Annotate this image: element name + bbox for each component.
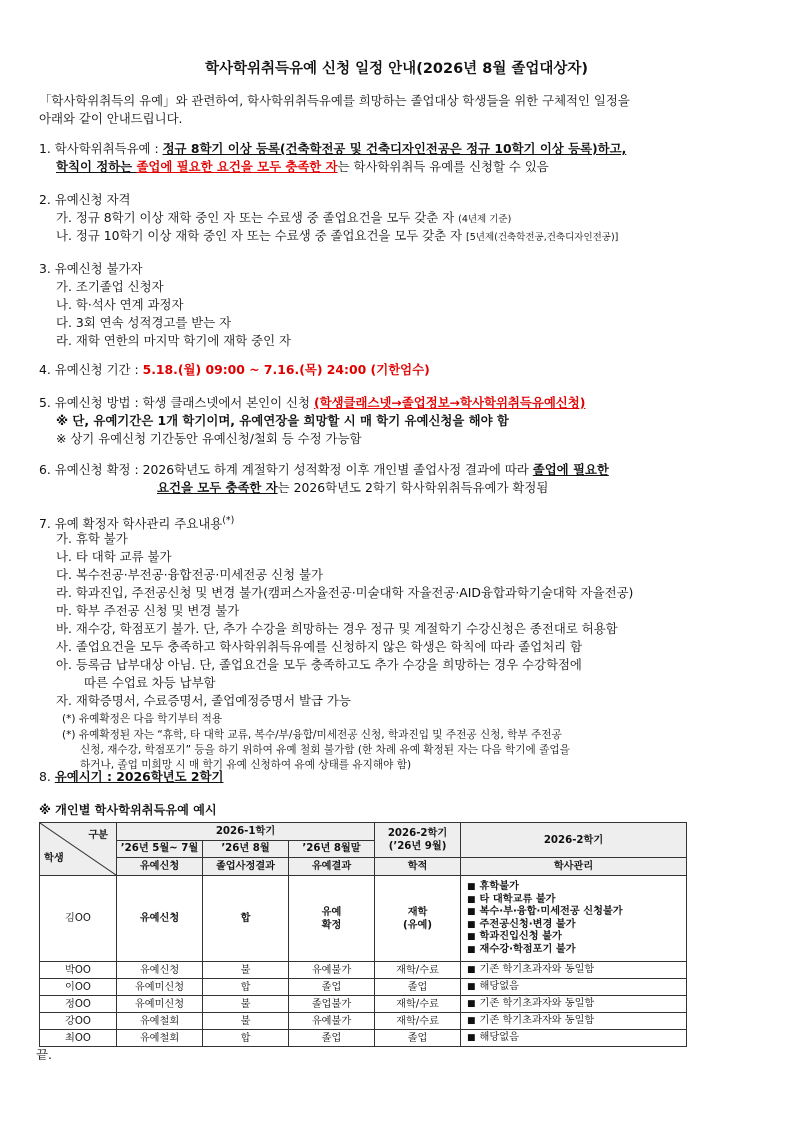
section-8 bbox=[39, 768, 224, 786]
bullet-icon: ■ bbox=[467, 982, 476, 992]
cell-apply: 유예철회 bbox=[117, 1030, 203, 1047]
header-term-2-mgmt: 2026-2학기 bbox=[461, 823, 687, 858]
section-7-item: 자. 재학증명서, 수료증명서, 졸업예정증명서 발급 가능 bbox=[56, 693, 351, 708]
cell-status: 재학/수료 bbox=[375, 996, 461, 1013]
cell-status: 재학/수료 bbox=[375, 1013, 461, 1030]
section-7-item: 마. 학부 주전공 신청 및 변경 불가 bbox=[56, 603, 240, 618]
cell-status-line-2: (유예) bbox=[403, 919, 433, 931]
section-6 bbox=[39, 461, 609, 479]
section-7-item: 아. 등록금 납부대상 아님. 단, 졸업요건을 모두 충족하고도 추가 수강을 희망하는 경우 수강학점에 bbox=[56, 657, 582, 672]
cell-management bbox=[461, 979, 687, 996]
cell-management-text: 해당없음 bbox=[479, 981, 519, 992]
cell-result: 불 bbox=[203, 962, 289, 979]
table-row bbox=[40, 1013, 687, 1030]
section-2-item-b bbox=[56, 227, 618, 247]
section-1-tail: 는 학사학위취득 유예를 신청할 수 있음 bbox=[337, 159, 549, 174]
section-8-text: 유예시기 : 2026학년도 2학기 bbox=[54, 769, 224, 784]
cell-name: 김OO bbox=[40, 876, 117, 962]
cell-management-text: 해당없음 bbox=[479, 1032, 519, 1043]
section-7-item: 가. 휴학 불가 bbox=[56, 531, 128, 546]
section-2-b-text: 나. 정규 10학기 이상 재학 중인 자 또는 수료생 중 졸업요건을 모두 갖춘 자 bbox=[56, 228, 463, 243]
example-heading: ※ 개인별 학사학위취득유예 예시 bbox=[39, 803, 217, 817]
table-row bbox=[40, 1030, 687, 1047]
cell-outcome: 유예불가 bbox=[289, 1013, 375, 1030]
cell-status: 졸업 bbox=[375, 1030, 461, 1047]
header-management: 학사관리 bbox=[461, 858, 687, 876]
cell-name: 강OO bbox=[40, 1013, 117, 1030]
section-1-bold-2: 학칙이 정하는 bbox=[56, 159, 137, 174]
cell-management bbox=[461, 1030, 687, 1047]
section-1-cont bbox=[56, 158, 549, 176]
table-corner-cell bbox=[40, 823, 117, 876]
cell-status: 졸업 bbox=[375, 979, 461, 996]
section-6-head: 6. 유예신청 확정 : 2026학년도 하계 계절학기 성적확정 이후 개인별 졸업사정 결과에 따라 bbox=[39, 462, 533, 477]
end-mark: 끝. bbox=[36, 1047, 52, 1062]
corner-bottom-label: 학생 bbox=[44, 853, 64, 864]
cell-outcome-line-1: 유예 bbox=[321, 906, 342, 918]
management-item bbox=[467, 931, 686, 944]
management-item-text: 재수강·학점포기 불가 bbox=[479, 943, 576, 955]
table-row bbox=[40, 962, 687, 979]
bullet-icon: ■ bbox=[467, 1033, 476, 1043]
cell-outcome: 졸업 bbox=[289, 979, 375, 996]
section-7-item: 라. 학과진입, 주전공신청 및 변경 불가(캠퍼스자율전공·미술대학 자율전공·AID융합과학기술대학 자율전공) bbox=[56, 585, 634, 600]
section-4-period: 5.18.(월) 09:00 ~ 7.16.(목) 24:00 (기한엄수) bbox=[142, 362, 430, 377]
cell-name: 정OO bbox=[40, 996, 117, 1013]
cell-name: 최OO bbox=[40, 1030, 117, 1047]
bullet-icon: ■ bbox=[467, 944, 476, 955]
cell-status: 재학/수료 bbox=[375, 962, 461, 979]
bullet-icon: ■ bbox=[467, 907, 476, 917]
header-term-2-status-text: 2026-2학기 bbox=[387, 828, 448, 840]
cell-status-line-1: 재학 bbox=[407, 906, 428, 918]
section-6-bold-1: 졸업에 필요한 bbox=[532, 462, 609, 477]
cell-management bbox=[461, 876, 687, 962]
section-1-bold-1: 정규 8학기 이상 등록(건축학전공 및 건축디자인전공은 정규 10학기 이상 등록)하고, bbox=[162, 141, 627, 156]
section-5-note-2: ※ 상기 유예신청 기간동안 유예신청/철회 등 수정 가능함 bbox=[56, 431, 362, 446]
section-7-item: 다. 복수전공·부전공·융합전공·미세전공 신청 불가 bbox=[56, 567, 323, 582]
management-item bbox=[467, 894, 686, 907]
bullet-icon: ■ bbox=[467, 932, 476, 942]
cell-outcome: 유예불가 bbox=[289, 962, 375, 979]
section-7-head-text: 7. 유예 확정자 학사관리 주요내용 bbox=[39, 516, 223, 532]
management-item-text: 학과진입신청 불가 bbox=[479, 931, 562, 942]
header-term-1: 2026-1학기 bbox=[117, 823, 375, 841]
management-item bbox=[467, 906, 686, 919]
cell-apply: 유예신청 bbox=[117, 962, 203, 979]
cell-result: 합 bbox=[203, 979, 289, 996]
section-7-item: 나. 타 대학 교류 불가 bbox=[56, 549, 172, 564]
intro-line-2: 아래와 같이 안내드립니다. bbox=[39, 111, 183, 126]
cell-result: 합 bbox=[203, 876, 289, 962]
section-8-num: 8. bbox=[39, 769, 55, 784]
table-row bbox=[40, 979, 687, 996]
section-7-item: 사. 졸업요건을 모두 충족하고 학사학위취득유예를 신청하지 않은 학생은 학칙에 따라 졸업처리 함 bbox=[56, 639, 583, 654]
bullet-icon: ■ bbox=[467, 882, 476, 892]
section-3-item: 라. 재학 연한의 마지막 학기에 재학 중인 자 bbox=[56, 333, 291, 348]
section-6-tail: 는 2026학년도 2학기 학사학위취득유예가 확정됨 bbox=[277, 480, 549, 495]
cell-apply: 유예철회 bbox=[117, 1013, 203, 1030]
section-5 bbox=[39, 394, 585, 412]
management-item bbox=[467, 881, 686, 894]
section-7-sup: (*) bbox=[222, 515, 235, 526]
section-7-note: (*) 유예확정은 다음 학기부터 적용 bbox=[62, 713, 223, 725]
bullet-icon: ■ bbox=[467, 894, 476, 905]
section-7-item: 바. 재수강, 학점포기 불가. 단, 추가 수강을 희망하는 경우 정규 및 계절학기 수강신청은 종전대로 허용함 bbox=[56, 621, 618, 636]
cell-management-text: 기존 학기초과자와 동일함 bbox=[479, 998, 595, 1009]
management-item-text: 휴학불가 bbox=[479, 881, 519, 892]
cell-management-text: 기존 학기초과자와 동일함 bbox=[479, 1015, 595, 1026]
cell-outcome-line-2: 확정 bbox=[321, 919, 342, 931]
section-2-a-note: (4년제 기준) bbox=[458, 214, 512, 225]
bullet-icon: ■ bbox=[467, 999, 476, 1009]
example-table bbox=[39, 822, 687, 1047]
header-outcome: 유예결과 bbox=[289, 858, 375, 876]
section-3-item: 나. 학·석사 연계 과정자 bbox=[56, 297, 184, 312]
intro-line-1: 「학사학위취득의 유예」와 관련하여, 학사학위취득유예를 희망하는 졸업대상 학생들을 위한 구체적인 일정을 bbox=[39, 93, 630, 108]
header-apply: 유예신청 bbox=[117, 858, 203, 876]
cell-outcome: 졸업 bbox=[289, 1030, 375, 1047]
cell-outcome: 졸업불가 bbox=[289, 996, 375, 1013]
header-period-2: ’26년 8월 bbox=[203, 840, 289, 858]
section-7-note: 하거나, 졸업 미희망 시 매 학기 유예 신청하여 유예 상태를 유지해야 함) bbox=[80, 759, 412, 771]
header-status: 학적 bbox=[375, 858, 461, 876]
cell-apply: 유예미신청 bbox=[117, 996, 203, 1013]
cell-result: 불 bbox=[203, 1013, 289, 1030]
header-period-3: ’26년 8월말 bbox=[289, 840, 375, 858]
bullet-icon: ■ bbox=[467, 965, 476, 975]
section-1 bbox=[39, 140, 626, 158]
section-7-note: (*) 유예확정된 자는 “휴학, 타 대학 교류, 복수/부/융합/미세전공 신청, 학과진입 및 주전공 신청, 학부 주전공 bbox=[62, 729, 562, 741]
section-1-red: 졸업에 필요한 요건을 모두 충족한 자 bbox=[136, 159, 338, 174]
table-row bbox=[40, 996, 687, 1013]
header-term-2-status-sub: (’26년 9월) bbox=[388, 841, 447, 853]
section-5-path: (학생클래스넷→졸업정보→학사학위취득유예신청) bbox=[313, 395, 586, 410]
cell-management bbox=[461, 996, 687, 1013]
cell-result: 합 bbox=[203, 1030, 289, 1047]
table-row bbox=[40, 876, 687, 962]
cell-status bbox=[375, 876, 461, 962]
section-2-head: 2. 유예신청 자격 bbox=[39, 192, 131, 207]
cell-result: 불 bbox=[203, 996, 289, 1013]
section-6-bold-2: 요건을 모두 충족한 자 bbox=[157, 480, 278, 495]
bullet-icon: ■ bbox=[467, 1016, 476, 1026]
section-7-note: 신청, 재수강, 학점포기” 등을 하기 위하여 유예 철회 불가함 (한 차례 유예 확정된 자는 다음 학기에 졸업을 bbox=[80, 744, 570, 756]
management-item-text: 타 대학교류 불가 bbox=[479, 893, 556, 905]
bullet-icon: ■ bbox=[467, 919, 476, 930]
cell-management bbox=[461, 962, 687, 979]
section-5-head: 5. 유예신청 방법 : 학생 클래스넷에서 본인이 신청 bbox=[39, 395, 314, 410]
cell-outcome bbox=[289, 876, 375, 962]
section-3-head: 3. 유예신청 불가자 bbox=[39, 261, 143, 276]
corner-top-label: 구분 bbox=[88, 830, 108, 841]
header-result: 졸업사정결과 bbox=[203, 858, 289, 876]
management-item bbox=[467, 944, 686, 957]
section-7-item-cont: 따른 수업료 차등 납부함 bbox=[84, 675, 216, 690]
page-title: 학사학위취득유예 신청 일정 안내(2026년 8월 졸업대상자) bbox=[204, 61, 589, 77]
section-6-cont bbox=[157, 479, 548, 497]
management-list bbox=[461, 881, 686, 956]
cell-management-text: 기존 학기초과자와 동일함 bbox=[479, 964, 595, 975]
section-2-b-note: [5년제(건축학전공,건축디자인전공)] bbox=[466, 232, 619, 243]
management-item-text: 주전공신청·변경 불가 bbox=[479, 918, 576, 930]
cell-name: 박OO bbox=[40, 962, 117, 979]
section-2-a-text: 가. 정규 8학기 이상 재학 중인 자 또는 수료생 중 졸업요건을 모두 갖춘 자 bbox=[56, 210, 455, 225]
section-3-item: 다. 3회 연속 성적경고를 받는 자 bbox=[56, 315, 232, 330]
header-term-2-status bbox=[375, 823, 461, 858]
section-2-item-a bbox=[56, 209, 511, 229]
cell-apply: 유예신청 bbox=[117, 876, 203, 962]
header-period-1: ’26년 5월~ 7월 bbox=[117, 840, 203, 858]
management-item-text: 복수·부·융합·미세전공 신청불가 bbox=[479, 906, 623, 917]
cell-management bbox=[461, 1013, 687, 1030]
section-5-note-1: ※ 단, 유예기간은 1개 학기이며, 유예연장을 희망할 시 매 학기 유예신청을 해야 함 bbox=[56, 413, 509, 428]
section-1-head: 1. 학사학위취득유예 : bbox=[39, 141, 163, 156]
section-4 bbox=[39, 361, 430, 379]
section-3-item: 가. 조기졸업 신청자 bbox=[56, 279, 164, 294]
cell-apply: 유예미신청 bbox=[117, 979, 203, 996]
cell-name: 이OO bbox=[40, 979, 117, 996]
section-4-head: 4. 유예신청 기간 : bbox=[39, 362, 143, 377]
management-item bbox=[467, 919, 686, 932]
